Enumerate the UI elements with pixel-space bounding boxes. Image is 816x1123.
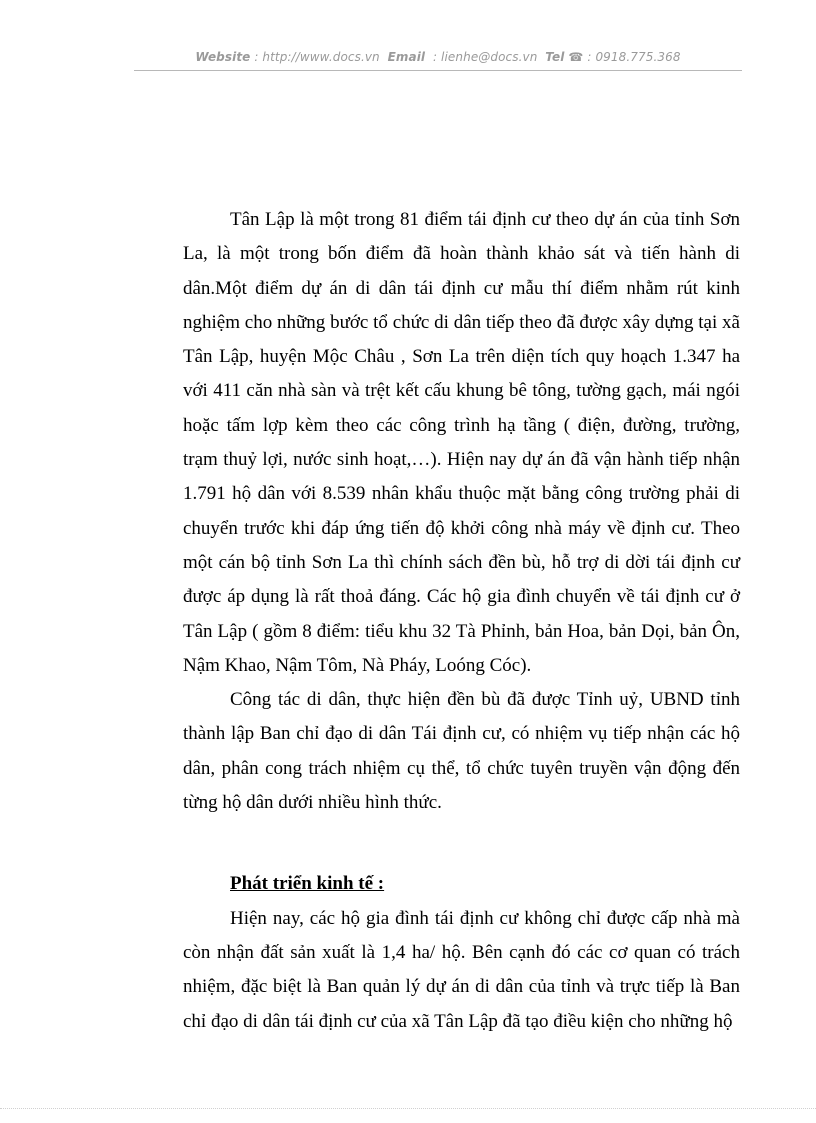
document-body xyxy=(183,203,740,1039)
header-divider xyxy=(134,70,742,71)
paragraph-economic-development: Hiện nay, các hộ gia đình tái định cư không chỉ được cấp nhà mà còn nhận đất sản xuất là 1,4 ha/ hộ. Bên cạnh đó các cơ quan có trách nhiệm, đặc biệt là Ban quản lý dự án di dân của tỉnh và trực tiếp là Ban chỉ đạo di dân tái định cư của xã Tân Lập đã tạo điều kiện cho những hộ xyxy=(183,907,740,1032)
phone-number: : 0918.775.368 xyxy=(587,50,681,64)
section-heading-economic-development: Phát triển kinh tế : xyxy=(230,873,385,895)
email-label: Email xyxy=(387,50,426,64)
paragraph-steering-committee: Công tác di dân, thực hiện đền bù đã được Tỉnh uỷ, UBND tỉnh thành lập Ban chỉ đạo di dân Tái định cư, có nhiệm vụ tiếp nhận các hộ dân, phân cong trách nhiệm cụ thể, tổ chức tuyên truyền vận động đến từng hộ dân dưới nhiều hình thức. xyxy=(183,689,740,814)
page-header xyxy=(134,50,742,64)
phone-icon: ☎ xyxy=(568,50,584,64)
website-label: Website xyxy=(195,50,251,64)
tel-label: Tel xyxy=(545,50,565,64)
website-url: : http://www.docs.vn xyxy=(254,50,380,64)
email-address: : lienhe@docs.vn xyxy=(433,50,538,64)
page-bottom-border xyxy=(0,1108,816,1109)
paragraph-resettlement-overview: Tân Lập là một trong 81 điểm tái định cư theo dự án của tỉnh Sơn La, là một trong bốn điểm đã hoàn thành khảo sát và tiến hành di dân.Một điểm dự án di dân tái định cư mẫu thí điểm nhằm rút kinh nghiệm cho những bước tổ chức di dân tiếp theo đã được xây dựng tại xã Tân Lập, huyện Mộc Châu , Sơn La trên diện tích quy hoạch 1.347 ha với 411 căn nhà sàn và trệt kết cấu khung bê tông, tường gạch, mái ngói hoặc tấm lợp kèm theo các công trình hạ tầng ( điện, đường, trường, trạm thuỷ lợi, nước sinh hoạt,…). Hiện nay dự án đã vận hành tiếp nhận 1.791 hộ dân với 8.539 nhân khẩu thuộc mặt bằng công trường phải di chuyển trước khi đáp ứng tiến độ khởi công nhà máy về định cư. Theo một cán bộ tỉnh Sơn La thì chính sách đền bù, hỗ trợ di dời tái định cư được áp dụng là rất thoả đáng. Các hộ gia đình chuyển về tái định cư ở Tân Lập ( gồm 8 điểm: tiểu khu 32 Tà Phỉnh, bản Hoa, bản Dọi, bản Ôn, Nậm Khao, Nậm Tôm, Nà Pháy, Loóng Cóc). xyxy=(183,209,740,676)
